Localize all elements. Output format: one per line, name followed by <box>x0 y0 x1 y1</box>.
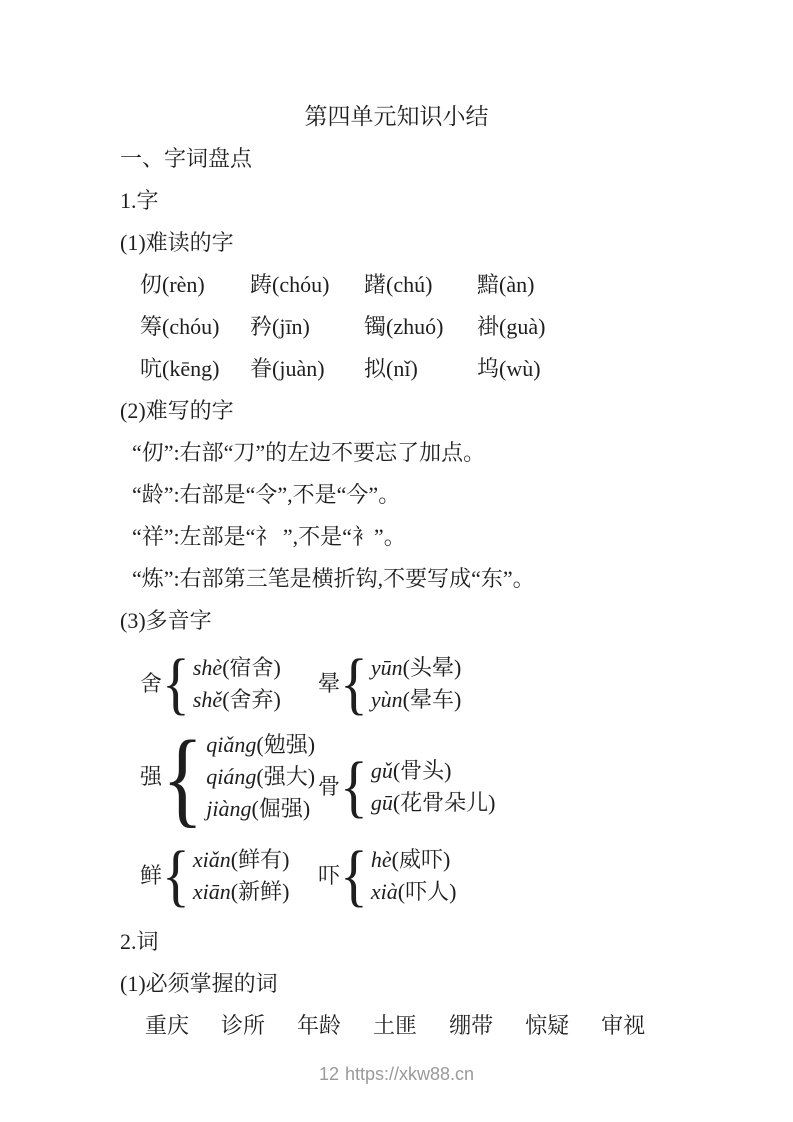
word-item: 年龄 <box>297 1013 342 1038</box>
part-heading-hard-to-read: (1)难读的字 <box>120 230 234 255</box>
character-entry: 矜(jīn) <box>250 314 310 339</box>
page-number: 12 <box>318 1064 339 1084</box>
example-word: (吓人) <box>397 879 457 904</box>
polyphone-row <box>140 836 793 914</box>
readings-list <box>193 652 281 715</box>
character-entry: 踌(chóu) <box>250 272 330 297</box>
readings-list <box>206 729 315 824</box>
example-word: (舍弃) <box>222 687 281 712</box>
example-word: (头晕) <box>402 655 462 680</box>
part-heading-hard-to-write: (2)难写的字 <box>120 398 234 423</box>
reading-entry <box>371 848 457 871</box>
polyphone-group-xia: 吓 { hè(威吓) xià(吓人) <box>318 836 457 914</box>
pinyin: xiān <box>192 879 231 904</box>
hard-write-note: “祥”:左部是“礻 ”,不是“衤”。 <box>132 524 406 549</box>
polyphone-cell <box>140 644 318 722</box>
reading-entry <box>193 848 290 871</box>
pinyin: qiáng <box>206 764 257 789</box>
polyphone-row <box>140 716 793 837</box>
example-word: (骨头) <box>392 758 452 783</box>
base-character: 晕 <box>318 671 341 696</box>
reading-entry <box>193 880 290 903</box>
reading-entry <box>371 688 461 711</box>
polyphone-group-gu: 骨 { gǔ(骨头) gū(花骨朵儿) <box>318 747 496 825</box>
pinyin: shè <box>192 655 223 680</box>
character-entry: 仞(rèn) <box>140 272 205 297</box>
polyphone-group-she: 舍 { shè(宿舍) shě(舍弃) <box>140 644 281 722</box>
word-item: 重庆 <box>145 1013 190 1038</box>
example-word: (新鲜) <box>230 879 290 904</box>
character-entry: 拟(nǐ) <box>364 356 418 381</box>
polyphone-group-yun: 晕 { yūn(头晕) yùn(晕车) <box>318 644 462 722</box>
polyphone-group-qiang: 强 { qiǎng(勉强) qiáng(强大) jiàng(倔强) <box>140 716 316 837</box>
page-title: 第四单元知识小结 <box>304 104 489 129</box>
polyphone-cell <box>140 716 318 837</box>
readings-list <box>193 844 290 907</box>
reading-entry <box>371 791 496 814</box>
reading-entry <box>206 765 315 788</box>
character-entry: 坞(wù) <box>477 356 541 381</box>
example-word: (晕车) <box>402 687 462 712</box>
character-entry: 褂(guà) <box>477 314 546 339</box>
base-character: 舍 <box>140 671 163 696</box>
reading-entry <box>193 688 281 711</box>
readings-list <box>371 755 496 818</box>
example-word: (宿舍) <box>222 655 281 680</box>
polyphone-group-xian: 鲜 { xiǎn(鲜有) xiān(新鲜) <box>140 836 290 914</box>
pinyin: yūn <box>370 655 403 680</box>
character-entry: 躇(chú) <box>364 272 433 297</box>
reading-entry <box>371 880 457 903</box>
subsection-heading-characters: 1.字 <box>120 188 159 213</box>
subsection-heading-words: 2.词 <box>120 929 159 954</box>
word-item: 惊疑 <box>525 1013 570 1038</box>
must-master-word-list <box>145 1005 793 1047</box>
footer-url: https://xkw88.cn <box>344 1064 475 1084</box>
pinyin: xià <box>370 879 398 904</box>
word-item: 审视 <box>601 1013 646 1038</box>
word-item: 诊所 <box>221 1013 266 1038</box>
readings-list <box>371 652 461 715</box>
pinyin: yùn <box>370 687 403 712</box>
example-word: (强大) <box>256 764 316 789</box>
page-footer <box>0 1062 793 1086</box>
pinyin: gǔ <box>370 758 393 783</box>
reading-entry <box>371 656 461 679</box>
character-entry: 眷(juàn) <box>250 356 325 381</box>
polyphone-row <box>140 644 793 722</box>
word-item: 土匪 <box>373 1013 418 1038</box>
polyphone-cell <box>140 836 318 914</box>
pinyin: jiàng <box>206 796 252 821</box>
reading-entry <box>371 759 496 782</box>
pinyin: hè <box>370 847 392 872</box>
reading-entry <box>206 797 315 820</box>
example-word: (花骨朵儿) <box>392 790 496 815</box>
hard-write-note: “仞”:右部“刀”的左边不要忘了加点。 <box>132 440 486 465</box>
pinyin: gū <box>370 790 393 815</box>
character-entry: 镯(zhuó) <box>364 314 444 339</box>
pinyin: qiǎng <box>206 732 257 757</box>
base-character: 鲜 <box>140 863 163 888</box>
example-word: (勉强) <box>256 732 316 757</box>
character-entry: 吭(kēng) <box>140 356 220 381</box>
example-word: (倔强) <box>251 796 311 821</box>
base-character: 吓 <box>318 863 341 888</box>
reading-entry <box>193 656 281 679</box>
example-word: (威吓) <box>391 847 451 872</box>
base-character: 强 <box>140 764 163 789</box>
hard-write-note: “炼”:右部第三笔是横折钩,不要写成“东”。 <box>132 566 535 591</box>
reading-entry <box>206 733 315 756</box>
example-word: (鲜有) <box>230 847 290 872</box>
character-entry: 筹(chóu) <box>140 314 220 339</box>
part-heading-polyphones: (3)多音字 <box>120 608 212 633</box>
pinyin: xiǎn <box>192 847 231 872</box>
section-heading-word-inventory: 一、字词盘点 <box>120 146 253 171</box>
pinyin: shě <box>192 687 223 712</box>
character-entry: 黯(àn) <box>477 272 535 297</box>
hard-read-character-table <box>140 264 793 390</box>
base-character: 骨 <box>318 774 341 799</box>
word-item: 绷带 <box>449 1013 494 1038</box>
part-heading-must-master-words: (1)必须掌握的词 <box>120 971 278 996</box>
hard-write-note: “龄”:右部是“令”,不是“今”。 <box>132 482 401 507</box>
readings-list <box>371 844 457 907</box>
